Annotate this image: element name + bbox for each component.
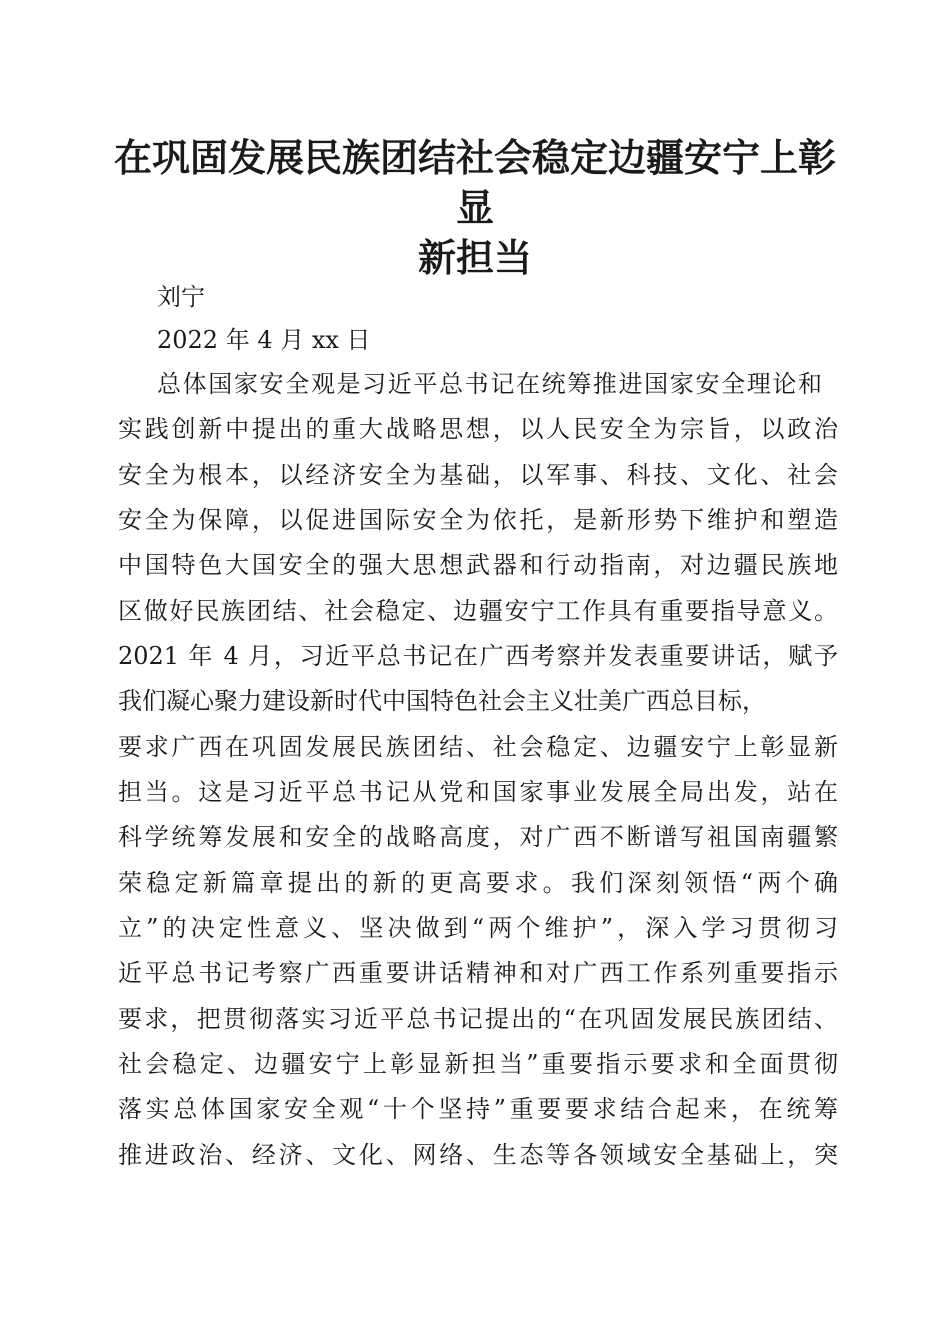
publish-date: 2022 年 4 月 xx 日 xyxy=(157,326,371,354)
title-line-2: 新担当 xyxy=(417,235,532,280)
author-name: 刘宁 xyxy=(157,283,205,311)
body-line: 担当。这是习近平总书记从党和国家事业发展全局出发，站在 xyxy=(118,778,838,806)
body-line: 实践创新中提出的重大战略思想，以人民安全为宗旨，以政治 xyxy=(118,415,838,443)
body-line: 要求，把贯彻落实习近平总书记提出的“在巩固发展民族团结、 xyxy=(118,1005,838,1033)
body-line: 社会稳定、边疆安宁上彰显新担当”重要指示要求和全面贯彻 xyxy=(118,1050,838,1078)
title-line-1: 在巩固发展民族团结社会稳定边疆安宁上彰显 xyxy=(113,135,836,230)
body-line: 立”的决定性意义、坚决做到“两个维护”，深入学习贯彻习 xyxy=(118,914,838,942)
body-line: 中国特色大国安全的强大思想武器和行动指南，对边疆民族地 xyxy=(118,551,838,579)
body-line: 安全为保障，以促进国际安全为依托，是新形势下维护和塑造 xyxy=(118,506,838,534)
body-line: 我们凝心聚力建设新时代中国特色社会主义壮美广西总目标， xyxy=(118,687,766,715)
body-line: 近平总书记考察广西重要讲话精神和对广西工作系列重要指示 xyxy=(118,959,838,987)
body-line: 2021 年 4 月，习近平总书记在广西考察并发表重要讲话，赋予 xyxy=(118,642,838,670)
body-line: 总体国家安全观是习近平总书记在统筹推进国家安全理论和 xyxy=(157,370,822,398)
body-line: 要求广西在巩固发展民族团结、社会稳定、边疆安宁上彰显新 xyxy=(118,733,838,761)
body-line: 安全为根本，以经济安全为基础，以军事、科技、文化、社会 xyxy=(118,461,838,489)
body-line: 落实总体国家安全观“十个坚持”重要要求结合起来，在统筹 xyxy=(118,1095,838,1123)
body-line: 区做好民族团结、社会稳定、边疆安宁工作具有重要指导意义。 xyxy=(118,597,838,625)
body-line: 科学统筹发展和安全的战略高度，对广西不断谱写祖国南疆繁 xyxy=(118,823,838,851)
body-line: 推进政治、经济、文化、网络、生态等各领域安全基础上，突 xyxy=(118,1141,838,1169)
body-line: 荣稳定新篇章提出的新的更高要求。我们深刻领悟“两个确 xyxy=(118,869,838,897)
document-title xyxy=(100,133,850,283)
